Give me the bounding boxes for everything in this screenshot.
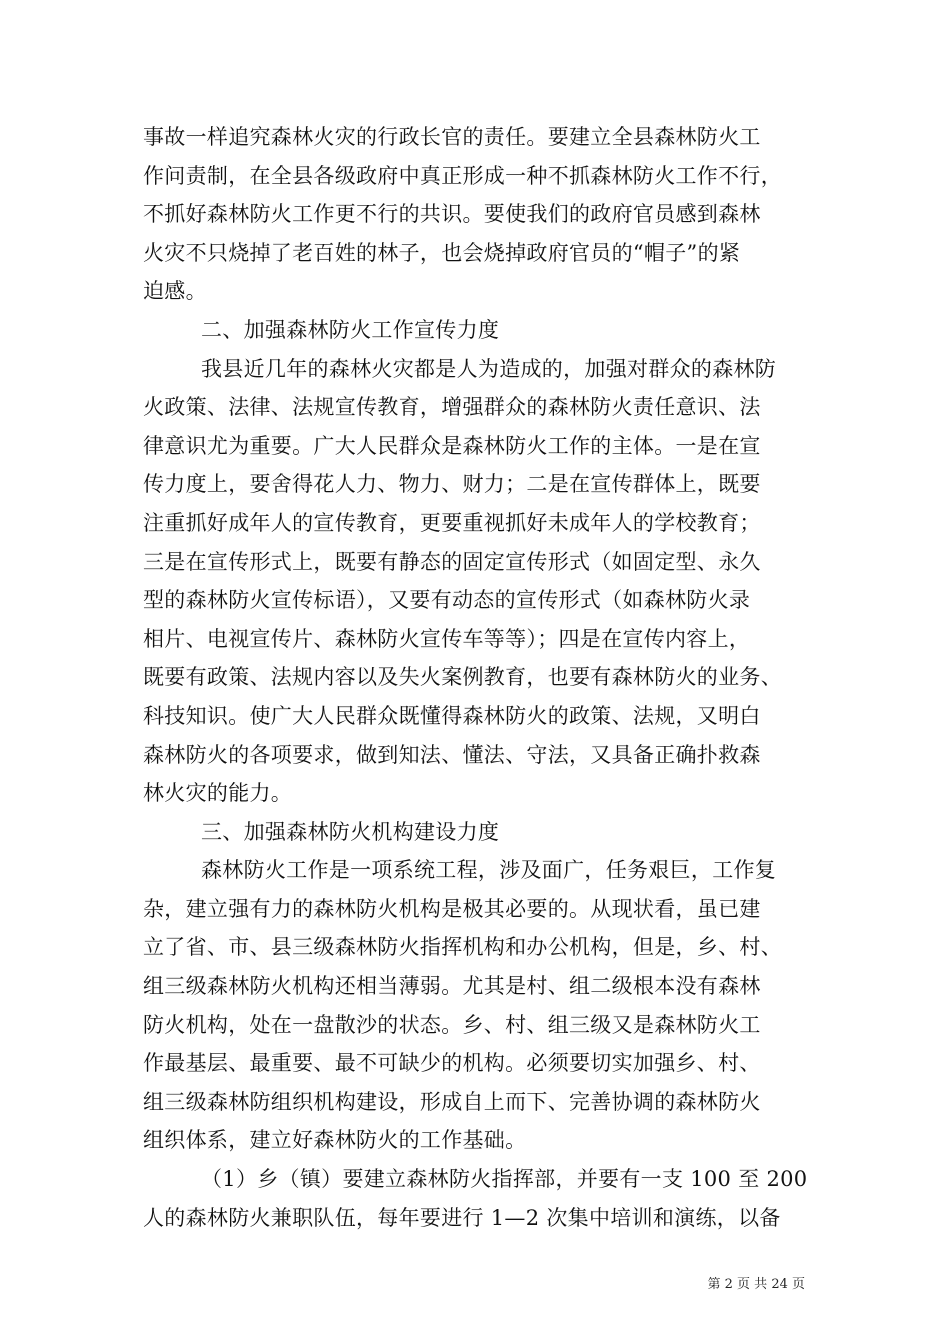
- text-line: 组三级森林防火机构还相当薄弱。尤其是村、组二级根本没有森林: [143, 974, 761, 999]
- document-body: [143, 118, 813, 1237]
- text-line: 森林防火工作是一项系统工程，涉及面广，任务艰巨，工作复: [201, 858, 777, 883]
- text-line: 火政策、法律、法规宣传教育，增强群众的森林防火责任意识、法: [143, 395, 761, 420]
- text-line: 林火灾的能力。: [143, 781, 293, 806]
- text-line: 既要有政策、法规内容以及失火案例教育，也要有森林防火的业务、: [143, 665, 782, 690]
- text-line: 三是在宣传形式上，既要有静态的固定宣传形式（如固定型、永久: [143, 549, 761, 574]
- text-line: 立了省、市、县三级森林防火指挥机构和办公机构，但是，乡、村、: [143, 935, 782, 960]
- text-line: 作问责制，在全县各级政府中真正形成一种不抓森林防火工作不行，: [143, 163, 782, 188]
- text-line: 作最基层、最重要、最不可缺少的机构。必须要切实加强乡、村、: [143, 1051, 761, 1076]
- text-line: 组三级森林防组织机构建设，形成自上而下、完善协调的森林防火: [143, 1089, 761, 1114]
- text-line: 传力度上，要舍得花人力、物力、财力；二是在宣传群体上，既要: [143, 472, 761, 497]
- text-line: 组织体系，建立好森林防火的工作基础。: [143, 1128, 527, 1153]
- text-line: 不抓好森林防火工作更不行的共识。要使我们的政府官员感到森林: [143, 202, 761, 227]
- text-line: 相片、电视宣传片、森林防火宣传车等等）；四是在宣传内容上，: [143, 626, 751, 651]
- text-line: 人的森林防火兼职队伍，每年要进行 1—2 次集中培训和演练，以备: [143, 1205, 781, 1230]
- text-line: 火灾不只烧掉了老百姓的林子，也会烧掉政府官员的“帽子”的紧: [143, 240, 741, 265]
- text-line: 律意识尤为重要。广大人民群众是森林防火工作的主体。一是在宣: [143, 433, 761, 458]
- text-line: 防火机构，处在一盘散沙的状态。乡、村、组三级又是森林防火工: [143, 1012, 761, 1037]
- section-heading: 二、加强森林防火工作宣传力度: [201, 317, 500, 342]
- text-line: 迫感。: [143, 279, 207, 304]
- text-line: 我县近几年的森林火灾都是人为造成的，加强对群众的森林防: [201, 356, 777, 381]
- text-line: 杂，建立强有力的森林防火机构是极其必要的。从现状看，虽已建: [143, 896, 761, 921]
- text-line: 事故一样追究森林火灾的行政长官的责任。要建立全县森林防火工: [143, 125, 761, 149]
- text-line: 科技知识。使广大人民群众既懂得森林防火的政策、法规，又明白: [143, 703, 761, 728]
- text-line: 注重抓好成年人的宣传教育，更要重视抓好未成年人的学校教育；: [143, 510, 761, 535]
- page-number: 第 2 页 共 24 页: [707, 1277, 805, 1292]
- text-line: （1）乡（镇）要建立森林防火指挥部，并要有一支 100 至 200: [201, 1167, 808, 1192]
- section-heading: 三、加强森林防火机构建设力度: [201, 819, 500, 844]
- text-line: 型的森林防火宣传标语），又要有动态的宣传形式（如森林防火录: [143, 588, 751, 613]
- text-line: 森林防火的各项要求，做到知法、懂法、守法，又具备正确扑救森: [143, 742, 761, 767]
